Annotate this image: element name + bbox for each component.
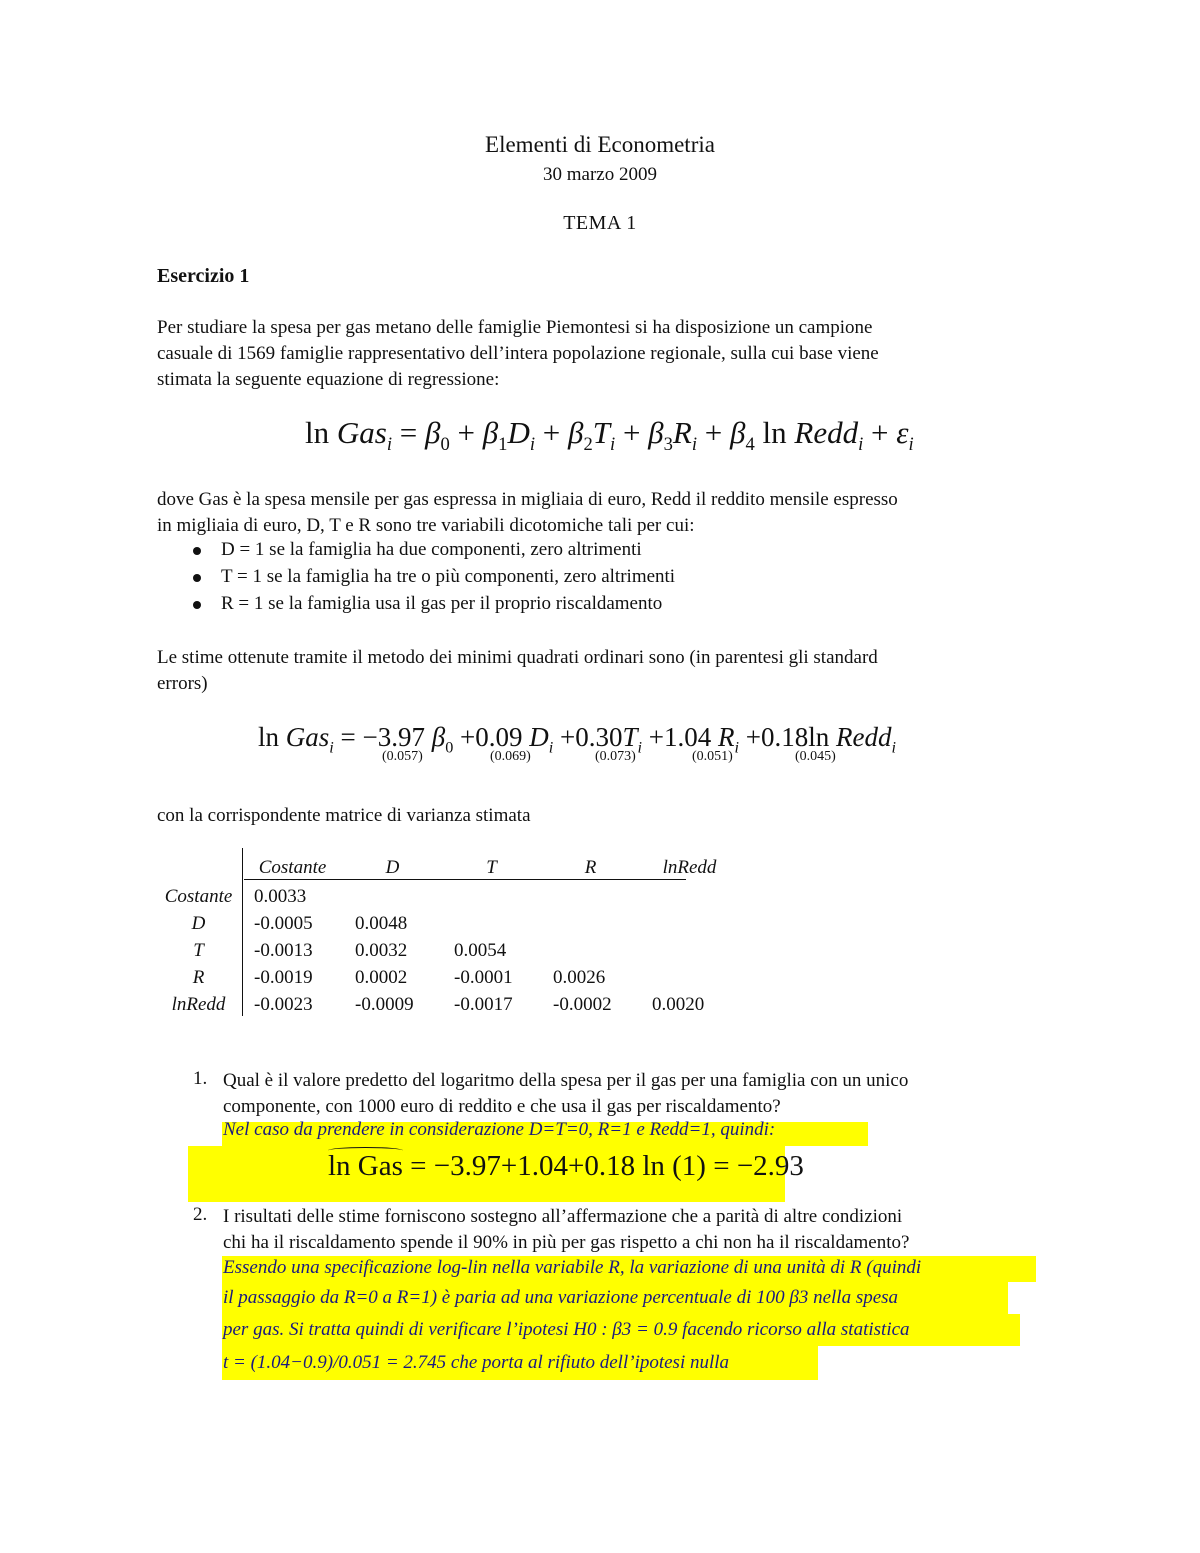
intro-line: Per studiare la spesa per gas metano delle famiglie Piemontesi si ha disposizione un campione xyxy=(157,317,873,338)
matrix-cell: -0.0005 xyxy=(254,912,313,934)
bullet-item: R = 1 se la famiglia usa il gas per il proprio riscaldamento xyxy=(193,593,662,615)
definition-line: dove Gas è la spesa mensile per gas espressa in migliaia di euro, Redd il reddito mensile espresso xyxy=(157,489,898,510)
matrix-row-header: D xyxy=(191,912,206,934)
matrix-cell: -0.0002 xyxy=(553,993,612,1015)
matrix-row xyxy=(157,991,739,1018)
matrix-cell: -0.0023 xyxy=(254,993,313,1015)
question-line: chi ha il riscaldamento spende il 90% in più per gas rispetto a chi non ha il riscaldamento? xyxy=(223,1232,910,1253)
intro-line: casuale di 1569 famiglie rappresentativo dell’intera popolazione regionale, sulla cui base viene xyxy=(157,343,879,364)
answer-line: il passaggio da R=0 a R=1) è paria ad una variazione percentuale di 100 β3 nella spesa xyxy=(223,1287,899,1308)
matrix-header-row xyxy=(157,853,739,883)
answer-equation: ln Gas = −3.97+1.04+0.18 ln (1) = −2.93 xyxy=(328,1150,804,1183)
matrix-cell: -0.0017 xyxy=(454,993,513,1015)
coef-d: 0.09 xyxy=(475,722,523,752)
question-line: Qual è il valore predetto del logaritmo della spesa per il gas per una famiglia con un unico xyxy=(223,1070,909,1091)
estimated-equation: ln Gas$_i$ = −3.97 $\beta_0 +0.09$ $D_i +0.30T_i +1.04$ $R_i +0.18\ln$ Redd$_i$ xyxy=(258,722,897,757)
matrix-cell: 0.0020 xyxy=(652,993,705,1015)
hat-icon xyxy=(328,1147,403,1154)
question-number: 1. xyxy=(193,1068,208,1089)
matrix-cell: -0.0013 xyxy=(254,939,313,961)
matrix-col-header: R xyxy=(584,857,597,878)
coef-const: −3.97 xyxy=(362,722,425,752)
matrix-cell: 0.0002 xyxy=(355,966,408,988)
answer-line: Essendo una specificazione log-lin nella variabile R, la variazione di una unità di R (quindi xyxy=(223,1257,922,1278)
predicted-lhs: ln Gas xyxy=(328,1150,403,1183)
answer-line: Nel caso da prendere in considerazione D=T=0, R=1 e Redd=1, quindi: xyxy=(223,1119,776,1140)
document-date: 30 marzo 2009 xyxy=(543,164,657,185)
estimates-line: errors) xyxy=(157,673,208,694)
matrix-cell: -0.0001 xyxy=(454,966,513,988)
matrix-cell: -0.0019 xyxy=(254,966,313,988)
model-equation: $\ln Gas_i = \beta_0 + \beta_1D_i + \beta_2T_i + \beta_3R_i + \beta_4$ ln Redd$_i$ + $\varepsilon_i$ xyxy=(305,415,914,456)
intro-line: stimata la seguente equazione di regressione: xyxy=(157,369,500,390)
matrix-row-header: lnRedd xyxy=(171,993,226,1015)
matrix-row-header: Costante xyxy=(164,885,233,907)
standard-error: (0.057) xyxy=(382,749,423,764)
question-line: componente, con 1000 euro di reddito e che usa il gas per riscaldamento? xyxy=(223,1096,781,1117)
matrix-cell: 0.0033 xyxy=(254,885,307,907)
matrix-col-header: Costante xyxy=(258,857,327,878)
matrix-col-header: D xyxy=(385,857,400,878)
bullet-item: T = 1 se la famiglia ha tre o più componenti, zero altrimenti xyxy=(193,566,675,588)
matrix-cell: -0.0009 xyxy=(355,993,414,1015)
matrix-row xyxy=(157,937,739,964)
question-number: 2. xyxy=(193,1204,208,1225)
bullet-item: D = 1 se la famiglia ha due componenti, zero altrimenti xyxy=(193,539,642,561)
standard-error: (0.069) xyxy=(490,749,531,764)
matrix-row-header: R xyxy=(192,966,205,988)
covariance-matrix xyxy=(157,853,739,1018)
matrix-cell: 0.0048 xyxy=(355,912,408,934)
matrix-row-header: T xyxy=(193,939,204,961)
matrix-col-header: lnRedd xyxy=(662,857,717,878)
matrix-row xyxy=(157,910,739,937)
bullet-icon xyxy=(193,601,201,609)
standard-error: (0.045) xyxy=(795,749,836,764)
matrix-cell: 0.0054 xyxy=(454,939,507,961)
standard-error: (0.073) xyxy=(595,749,636,764)
answer-line: t = (1.04−0.9)/0.051 = 2.745 che porta al rifiuto dell’ipotesi nulla xyxy=(223,1352,730,1373)
bullet-icon xyxy=(193,547,201,555)
exercise-heading: Esercizio 1 xyxy=(157,265,250,287)
matrix-intro: con la corrispondente matrice di varianza stimata xyxy=(157,805,531,826)
question-line: I risultati delle stime forniscono sostegno all’affermazione che a parità di altre condizioni xyxy=(223,1206,903,1227)
matrix-cell: 0.0026 xyxy=(553,966,606,988)
document-title: Elementi di Econometria xyxy=(485,132,715,157)
question-text xyxy=(223,1068,1043,1120)
matrix-row xyxy=(157,964,739,991)
coef-t: 0.30 xyxy=(575,722,623,752)
standard-error: (0.051) xyxy=(692,749,733,764)
definition-paragraph xyxy=(157,487,1037,539)
coef-lnredd: 0.18 xyxy=(761,722,809,752)
bullet-icon xyxy=(193,574,201,582)
definition-line: in migliaia di euro, D, T e R sono tre variabili dicotomiche tali per cui: xyxy=(157,515,695,536)
coef-r: 1.04 xyxy=(664,722,712,752)
tema-heading: TEMA 1 xyxy=(563,212,637,234)
estimates-paragraph xyxy=(157,645,1037,697)
question-text xyxy=(223,1204,1043,1256)
estimates-line: Le stime ottenute tramite il metodo dei minimi quadrati ordinari sono (in parentesi gli standard xyxy=(157,647,878,668)
matrix-col-header: T xyxy=(486,857,497,878)
intro-paragraph xyxy=(157,315,1037,393)
matrix-row xyxy=(157,883,739,910)
matrix-cell: 0.0032 xyxy=(355,939,408,961)
answer-line: per gas. Si tratta quindi di verificare l’ipotesi H0 : β3 = 0.9 facendo ricorso alla statistica xyxy=(223,1319,910,1340)
